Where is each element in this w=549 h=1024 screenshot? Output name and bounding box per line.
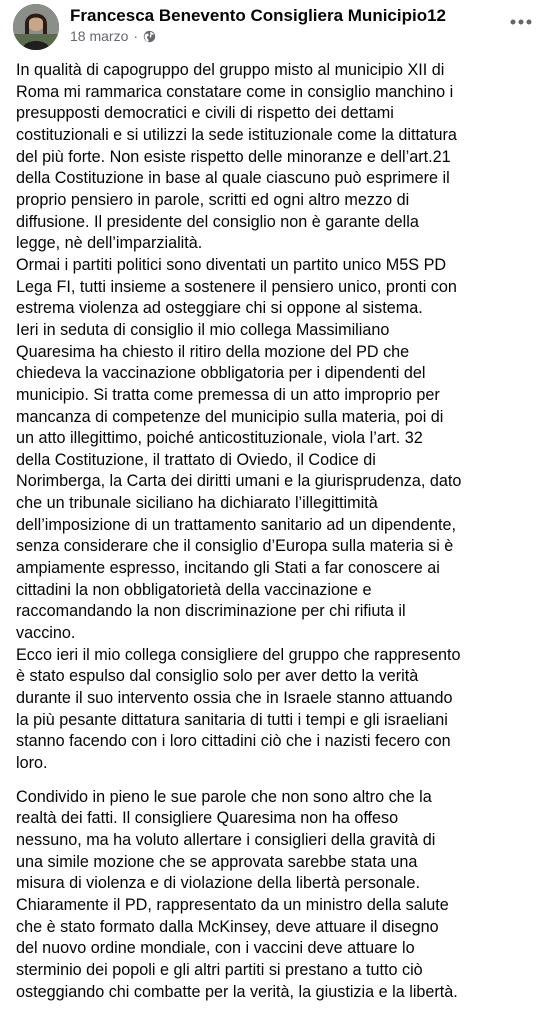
paragraph-gap <box>16 775 544 787</box>
post-paragraph-1 <box>16 60 544 775</box>
post-text-line: Chiaramente il PD, rappresentato da un ministro della salute <box>16 895 449 914</box>
post-text-line: un atto illegittimo, poiché anticostituzionale, viola l’art. 32 <box>16 429 423 448</box>
post-text-line: realtà dei fatti. Il consigliere Quaresima non ha offeso <box>16 809 399 828</box>
post-text-line: presupposti democratici e civili di rispetto dei dettami <box>16 104 394 123</box>
post-text-line: senza considerare che il consiglio d’Europa sulla materia si è <box>16 537 454 556</box>
post-text-line: del più forte. Non esiste rispetto delle minoranze e dell’art.21 <box>16 147 451 166</box>
post-text-line: durante il suo intervento ossia che in Israele stanno attuando <box>16 689 453 708</box>
post-date[interactable]: 18 marzo <box>70 28 129 44</box>
post-text-line: Quaresima ha chiesto il ritiro della mozione del PD che <box>16 342 410 361</box>
post-text-line: Ecco ieri il mio collega consigliere del gruppo che rappresento <box>16 645 461 664</box>
post-meta <box>70 28 156 44</box>
post-text <box>16 60 544 1003</box>
post-text-line: municipio. Si tratta come premessa di un atto improprio per <box>16 385 440 404</box>
post-text-line: nessuno, ma ha voluto allertare i consiglieri della gravità di <box>16 830 436 849</box>
post-text-line: In qualità di capogruppo del gruppo misto al municipio XII di <box>16 61 445 79</box>
post-text-line: Norimberga, la Carta dei diritti umani e la giurisprudenza, dato <box>16 472 462 491</box>
post-text-line: misura di violenza e di violazione della libertà personale. <box>16 874 421 893</box>
avatar[interactable] <box>13 4 59 50</box>
meta-separator: · <box>133 28 139 44</box>
post-text-line: della Costituzione in base al quale ciascuno può esprimere il <box>16 169 450 188</box>
post-text-line: la più pesante dittatura sanitaria di tutti i tempi e gli israeliani <box>16 710 448 729</box>
post-text-line: legge, nè dell’imparzialità. <box>16 234 203 253</box>
post-text-line: ampiamente espresso, incitando gli Stati a far conoscere ai <box>16 559 440 578</box>
post-text-line: cittadini la non obbligatorietà della vaccinazione e <box>16 580 372 599</box>
post-text-line: osteggiando chi combatte per la verità, la giustizia e la libertà. <box>16 982 458 1001</box>
post-text-line: proprio pensiero in parole, scritti ed ogni altro mezzo di <box>16 190 410 209</box>
post-text-line: della Costituzione, il trattato di Oviedo, il Codice di <box>16 450 376 469</box>
post-paragraph-2 <box>16 787 544 1004</box>
post-text-line: una simile mozione che se approvata sarebbe stata una <box>16 852 418 871</box>
post-text-line: Lega FI, tutti insieme a sostenere il pensiero unico, pronti con <box>16 277 457 296</box>
more-horizontal-icon <box>510 19 532 25</box>
author-name[interactable]: Francesca Benevento Consigliera Municipio12 <box>70 6 447 25</box>
post-text-line: estrema violenza ad osteggiare chi si oppone al sistema. <box>16 299 423 318</box>
post-text-line: è stato espulso dal consiglio solo per aver detto la verità <box>16 667 419 686</box>
post-header <box>0 0 549 60</box>
post-text-line: diffusione. Il presidente del consiglio non è garante della <box>16 212 419 231</box>
post-text-line: loro. <box>16 754 48 772</box>
more-options-button[interactable] <box>507 12 535 32</box>
post-text-line: raccomandando la non discriminazione per chi rifiuta il <box>16 602 406 621</box>
post-text-line: chiedeva la vaccinazione obbligatoria per i dipendenti del <box>16 364 426 383</box>
post-text-line: costituzionali e si utilizzi la sede istituzionale come la dittatura <box>16 125 457 144</box>
post-text-line: che è stato formato dalla McKinsey, deve attuare il disegno <box>16 917 439 936</box>
post-text-line: che un tribunale siciliano ha dichiarato l’illegittimità <box>16 494 378 513</box>
post-text-line: Condivido in pieno le sue parole che non sono altro che la <box>16 787 432 806</box>
post-text-line: Ieri in seduta di consiglio il mio collega Massimiliano <box>16 320 390 339</box>
post-text-line: dell’imposizione di un trattamento sanitario ad un dipendente, <box>16 515 457 534</box>
post-text-line: Ormai i partiti politici sono diventati un partito unico M5S PD <box>16 255 447 274</box>
post-text-line: vaccino. <box>16 624 76 643</box>
globe-icon[interactable] <box>143 30 156 43</box>
profile-photo-icon <box>13 4 59 50</box>
post-text-line: Roma mi rammarica constatare come in consiglio manchino i <box>16 82 454 101</box>
post-text-line: mancanza di competenze del municipio sulla materia, poi di <box>16 407 444 426</box>
post-text-line: sterminio dei popoli e gli altri partiti si prestano a tutto ciò <box>16 960 423 979</box>
post-text-line: del nuovo ordine mondiale, con i vaccini deve attuare lo <box>16 939 415 958</box>
post-text-line: stanno facendo con i loro cittadini ciò che i nazisti fecero con <box>16 732 451 751</box>
